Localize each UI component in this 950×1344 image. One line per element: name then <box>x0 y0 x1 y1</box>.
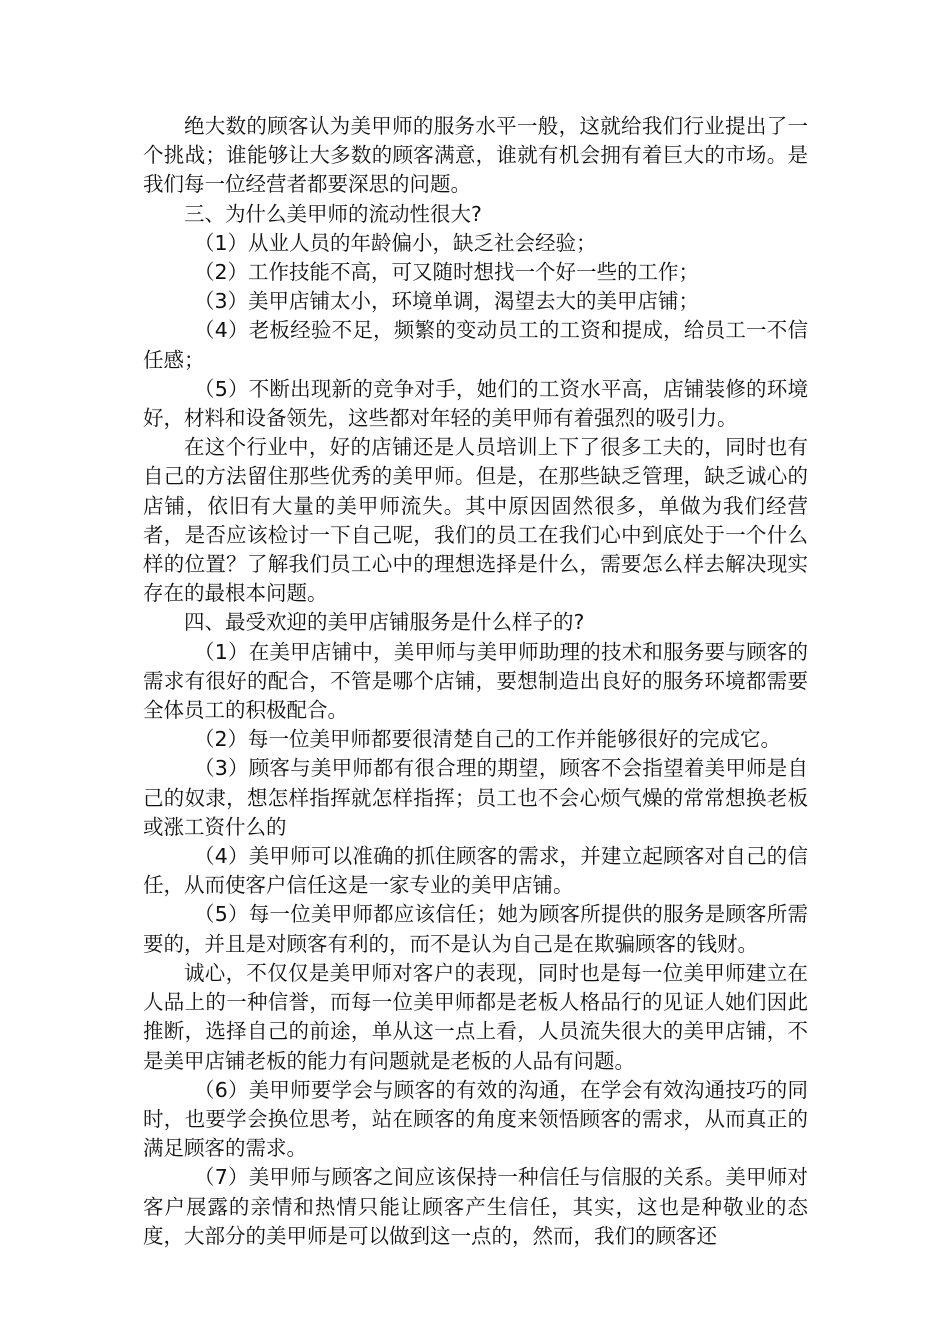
list-item-3-5: （5）不断出现新的竞争对手，她们的工资水平高，店铺装修的环境好，材料和设备领先，这些都对年轻的美甲师有着强烈的吸引力。 <box>143 376 808 431</box>
section-heading-3: 三、为什么美甲师的流动性很大? <box>184 201 482 226</box>
list-item-3-1: （1）从业人员的年龄偏小，缺乏社会经验； <box>194 230 597 255</box>
list-item-4-4: （4）美甲师可以准确的抓住顾客的需求，并建立起顾客对自己的信任，从而使客户信任这是一家专业的美甲店铺。 <box>143 844 808 898</box>
list-item-4-2: （2）每一位美甲师都要很清楚自己的工作并能够很好的完成它。 <box>194 727 782 752</box>
list-item-4-3: （3）顾客与美甲师都有很合理的期望，顾客不会指望着美甲师是自己的奴隶，想怎样指挥就怎样指挥；员工也不会心烦气燥的常常想换老板或涨工资什么的 <box>143 756 808 839</box>
list-item-4-6: （6）美甲师要学会与顾客的有效的沟通，在学会有效沟通技巧的同时，也要学会换位思考，站在顾客的角度来领悟顾客的需求，从而真正的满足顾客的需求。 <box>143 1077 808 1161</box>
list-item-4-7: （7）美甲师与顾客之间应该保持一种信任与信服的关系。美甲师对客户展露的亲情和热情只能让顾客产生信任，其实，这也是种敬业的态度，大部分的美甲师是可以做到这一点的，然而，我们的顾客还 <box>143 1165 808 1248</box>
list-item-3-4: （4）老板经验不足，频繁的变动员工的工资和提成，给员工一不信任感； <box>143 318 808 372</box>
paragraph-sincerity: 诚心，不仅仅是美甲师对客户的表现，同时也是每一位美甲师建立在人品上的一种信誉，而每一位美甲师都是老板人格品行的见证人她们因此推断，选择自己的前途，单从这一点上看，人员流失很大的美甲店铺，不是美甲店铺老板的能力有问题就是老板的人品有问题。 <box>143 960 808 1073</box>
list-item-3-3: （3）美甲店铺太小，环境单调，渴望去大的美甲店铺； <box>194 289 700 314</box>
list-item-3-2: （2）工作技能不高，可又随时想找一个好一些的工作； <box>194 260 700 285</box>
list-item-4-1: （1）在美甲店铺中，美甲师与美甲师助理的技术和服务要与顾客的需求有很好的配合，不管是哪个店铺，要想制造出良好的服务环境都需要全体员工的积极配合。 <box>143 639 808 723</box>
paragraph-intro: 绝大数的顾客认为美甲师的服务水平一般，这就给我们行业提出了一个挑战；谁能够让大多数的顾客满意，谁就有机会拥有着巨大的市场。是我们每一位经营者都要深思的问题。 <box>143 114 808 197</box>
list-item-4-5: （5）每一位美甲师都应该信任；她为顾客所提供的服务是顾客所需要的，并且是对顾客有利的，而不是认为自己是在欺骗顾客的钱财。 <box>143 902 808 956</box>
section-heading-4: 四、最受欢迎的美甲店铺服务是什么样子的? <box>184 610 585 635</box>
paragraph-industry: 在这个行业中，好的店铺还是人员培训上下了很多工夫的，同时也有自己的方法留住那些优秀的美甲师。但是，在那些缺乏管理，缺乏诚心的店铺，依旧有大量的美甲师流失。其中原因固然很多，单做为我们经营者，是否应该检讨一下自己呢，我们的员工在我们心中到底处于一个什么样的位置？了解我们员工心中的理想选择是什么，需要怎么样去解决现实存在的最根本问题。 <box>143 435 808 606</box>
document-body <box>143 112 808 1251</box>
